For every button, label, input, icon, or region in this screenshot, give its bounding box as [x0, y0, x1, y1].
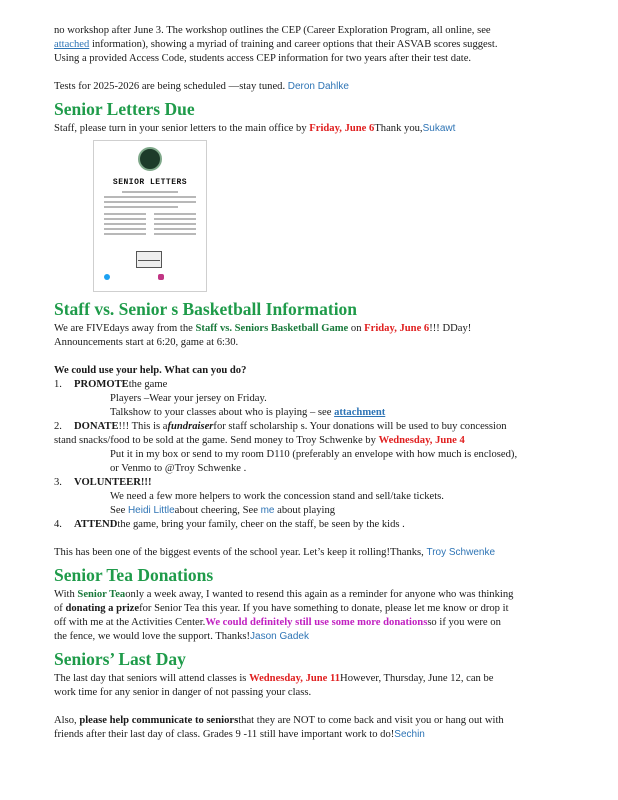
- tea-author[interactable]: Jason Gadek: [250, 631, 309, 642]
- bullet-icon: [90, 392, 96, 406]
- heidi-little-name[interactable]: Heidi Little: [127, 505, 175, 516]
- senior-letters-text: Staff, please turn in your senior letters to the main office by Friday, June 6Thank you,Sukawt: [54, 123, 456, 134]
- game-name: Staff vs. Seniors Basketball Game: [195, 323, 349, 334]
- game-date: Friday, June 6: [364, 323, 430, 334]
- list-subitem: Put it in my box or send to my room D110 (preferably an envelope with how much is enclosed),: [54, 448, 574, 462]
- lastday-line-3: Also, please help communicate to seniorsthat they are NOT to come back and visit you or hang out with: [54, 715, 504, 726]
- newsletter-page: [54, 24, 574, 742]
- list-subitem: Talkshow to your classes about who is playing – see attachment: [54, 406, 574, 420]
- list-item: 2. DONATE!!! This is afundraiserfor staff scholarship s. Your donations will be used to buy concession: [54, 421, 507, 432]
- basketball-heading: Staff vs. Senior s Basketball Information: [54, 299, 358, 319]
- basketball-author[interactable]: Troy Schwenke: [426, 547, 496, 558]
- attached-link[interactable]: attached: [54, 39, 90, 50]
- instagram-icon: [158, 274, 164, 280]
- school-logo-icon: [138, 147, 162, 171]
- lastday-author[interactable]: Sechin: [394, 729, 425, 740]
- intro-line-1: no workshop after June 3. The workshop outlines the CEP (Career Exploration Program, all online, see: [54, 25, 491, 36]
- senior-tea-heading: Senior Tea Donations: [54, 565, 214, 585]
- basketball-line-2: Announcements start at 6:20, game at 6:30.: [54, 337, 239, 348]
- tea-line-3: off with me at the Activities Center.We could definitely still use some more donationsso if you were on: [54, 617, 501, 628]
- twitter-icon: [104, 274, 110, 280]
- tests-line: Tests for 2025-2026 are being scheduled —stay tuned. Deron Dahlke: [54, 81, 349, 92]
- help-list: [54, 378, 574, 532]
- list-subitem: See Heidi Littleabout cheering, See me about playing: [54, 504, 574, 518]
- lastday-line-2: work time for any senior in danger of not passing your class.: [54, 687, 312, 698]
- senior-letters-flyer-image: [93, 140, 207, 292]
- list-subitem: or Venmo to @Troy Schwenke .: [110, 463, 247, 474]
- attachment-link[interactable]: attachment: [334, 407, 386, 418]
- list-subitem: We need a few more helpers to work the concession stand and sell/take tickets.: [54, 490, 574, 504]
- list-item: 4. ATTENDthe game, bring your family, cheer on the staff, be seen by the kids .: [54, 519, 405, 530]
- tea-line-1: With Senior Teaonly a week away, I wanted to resend this again as a reminder for anyone who was thinking: [54, 589, 514, 600]
- help-question: We could use your help. What can you do?: [54, 365, 247, 376]
- tests-author[interactable]: Deron Dahlke: [287, 81, 349, 92]
- letters-author[interactable]: Sukawt: [422, 123, 456, 134]
- intro-line-3: Using a provided Access Code, students access CEP information for two years after their test date.: [54, 53, 472, 64]
- basketball-line-1: We are FIVEdays away from the Staff vs. Seniors Basketball Game on Friday, June 6!!! DDay!: [54, 323, 472, 334]
- senior-letters-heading: Senior Letters Due: [54, 99, 195, 119]
- bullet-icon: [90, 448, 96, 462]
- donate-deadline: Wednesday, June 4: [378, 435, 465, 446]
- last-day-heading: Seniors’ Last Day: [54, 649, 186, 669]
- bullet-icon: [90, 406, 96, 420]
- lastday-line-1: The last day that seniors will attend classes is Wednesday, June 11However, Thursday, June 12, can be: [54, 673, 494, 684]
- intro-line-2: attached information), showing a myriad of training and career options that their ASVAB scores suggest.: [54, 39, 498, 50]
- list-subitem: Players –Wear your jersey on Friday.: [54, 392, 574, 406]
- flyer-text-lines: [104, 191, 196, 211]
- me-link[interactable]: me: [260, 505, 275, 516]
- basketball-closing: This has been one of the biggest events of the school year. Let’s keep it rolling!Thanks, Troy Schwenke: [54, 547, 496, 558]
- list-item: 1. PROMOTEthe game: [54, 379, 168, 390]
- last-day-date: Wednesday, June 11: [249, 673, 341, 684]
- list-item-continued: stand snacks/food to be sold at the game. Send money to Troy Schwenke by Wednesday, June 4: [54, 435, 465, 446]
- letters-date: Friday, June 6: [309, 123, 375, 134]
- tea-line-4: the fence, we would love the support. Thanks!Jason Gadek: [54, 631, 309, 642]
- flyer-title: SENIOR LETTERS: [112, 178, 188, 187]
- envelope-icon: [136, 251, 162, 268]
- bullet-icon: [90, 490, 96, 504]
- list-item: 3. VOLUNTEER!!!: [54, 477, 152, 488]
- bullet-icon: [90, 504, 96, 518]
- flyer-columns: [104, 213, 196, 238]
- tea-line-2: of donating a prizefor Senior Tea this year. If you have something to donate, please let me know or drop it: [54, 603, 509, 614]
- lastday-line-4: friends after their last day of class. Grades 9 -11 still have important work to do!Sechin: [54, 729, 425, 740]
